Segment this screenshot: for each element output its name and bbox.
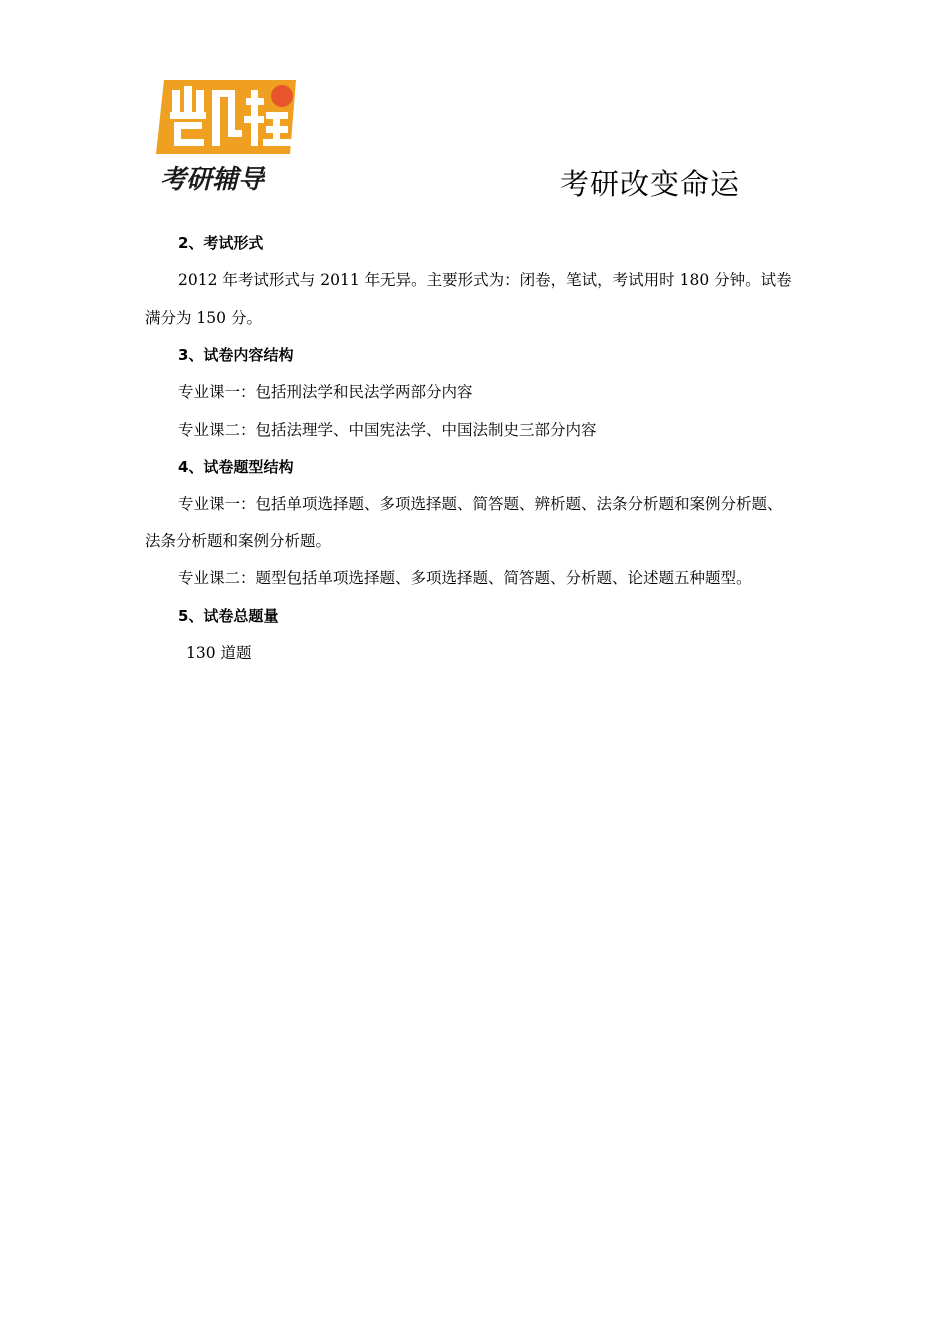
content-course1: 专业课一：包括刑法学和民法学两部分内容 [178, 383, 473, 401]
heading-question-structure: 4、试卷题型结构 [178, 458, 294, 476]
heading-exam-format: 2、考试形式 [178, 234, 264, 252]
logo-tagline: 考研辅导 [160, 165, 265, 195]
exam-format-text-line1: 2012 年考试形式与 2011 年无异。主要形式为：闭卷，笔试，考试用时 180 分钟。试卷 [178, 271, 792, 289]
total-questions-value: 130 道题 [186, 644, 252, 662]
question-course2: 专业课二：题型包括单项选择题、多项选择题、简答题、分析题、论述题五种题型。 [178, 569, 752, 587]
exam-format-text-line2: 满分为 150 分。 [145, 309, 262, 327]
question-course1-line2: 法条分析题和案例分析题。 [145, 532, 332, 550]
logo-graphic [150, 76, 302, 198]
content-course2: 专业课二：包括法理学、中国宪法学、中国法制史三部分内容 [178, 421, 597, 439]
kaicheng-logo [150, 76, 302, 198]
heading-total-questions: 5、试卷总题量 [178, 607, 279, 625]
slogan: 考研改变命运 [560, 167, 741, 201]
question-course1-line1: 专业课一：包括单项选择题、多项选择题、简答题、辨析题、法条分析题和案例分析题、 [178, 495, 783, 513]
heading-content-structure: 3、试卷内容结构 [178, 346, 294, 364]
